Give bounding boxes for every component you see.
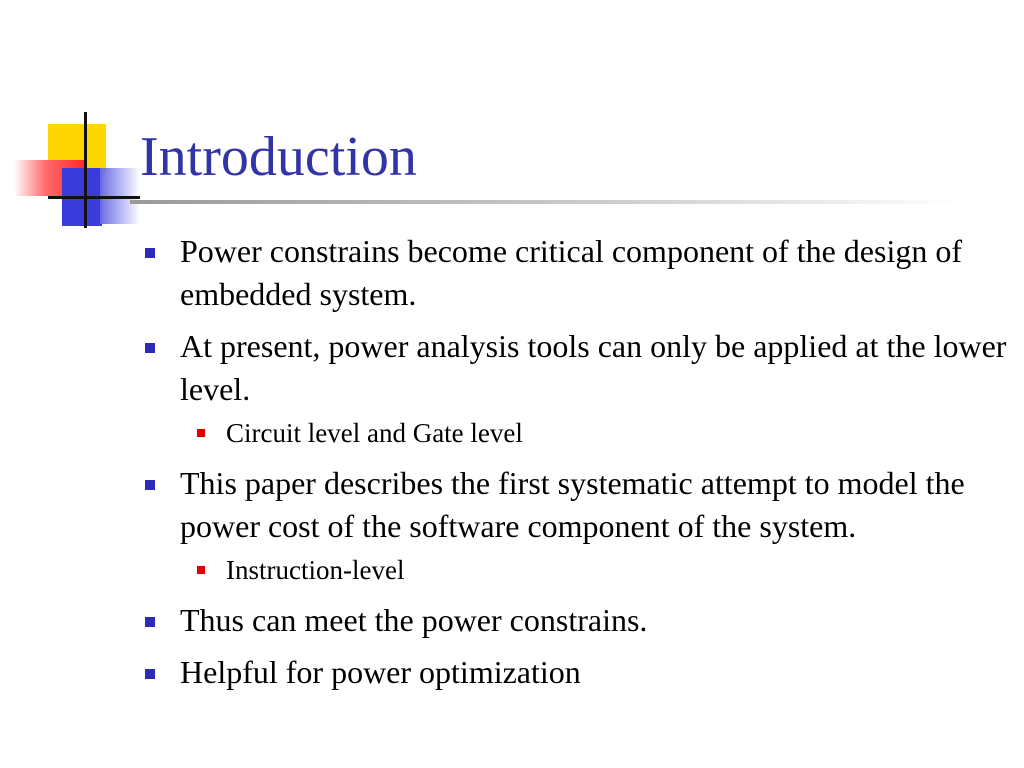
bullet-text: Power constrains become critical component of the design of embedded system. <box>180 233 962 312</box>
sub-bullet-text: Circuit level and Gate level <box>226 418 523 448</box>
decorative-logo-graphic <box>0 0 150 240</box>
horizontal-rule <box>48 196 140 199</box>
sub-bullet-text: Instruction-level <box>226 555 405 585</box>
square-sub-bullet-icon <box>197 566 205 574</box>
bullet-text: This paper describes the first systematic attempt to model the power cost of the software component of the system. <box>180 465 965 544</box>
square-bullet-icon <box>145 343 155 353</box>
bullet-text: At present, power analysis tools can only be applied at the lower level. <box>180 328 1007 407</box>
title-underline <box>130 200 960 204</box>
square-bullet-icon <box>145 617 155 627</box>
square-bullet-icon <box>145 669 155 679</box>
bullet-item <box>140 599 1010 642</box>
sub-bullet-item <box>140 551 1010 589</box>
square-bullet-icon <box>145 480 155 490</box>
bullet-text: Helpful for power optimization <box>180 654 581 690</box>
bullet-item <box>140 230 1010 316</box>
slide-title: Introduction <box>140 126 417 188</box>
square-sub-bullet-icon <box>197 429 205 437</box>
vertical-rule <box>84 112 87 228</box>
bullet-item <box>140 651 1010 694</box>
sub-bullet-item <box>140 414 1010 452</box>
bullet-text: Thus can meet the power constrains. <box>180 602 648 638</box>
bullet-item <box>140 462 1010 548</box>
bullet-list <box>140 230 1010 703</box>
bullet-item <box>140 325 1010 411</box>
square-bullet-icon <box>145 248 155 258</box>
